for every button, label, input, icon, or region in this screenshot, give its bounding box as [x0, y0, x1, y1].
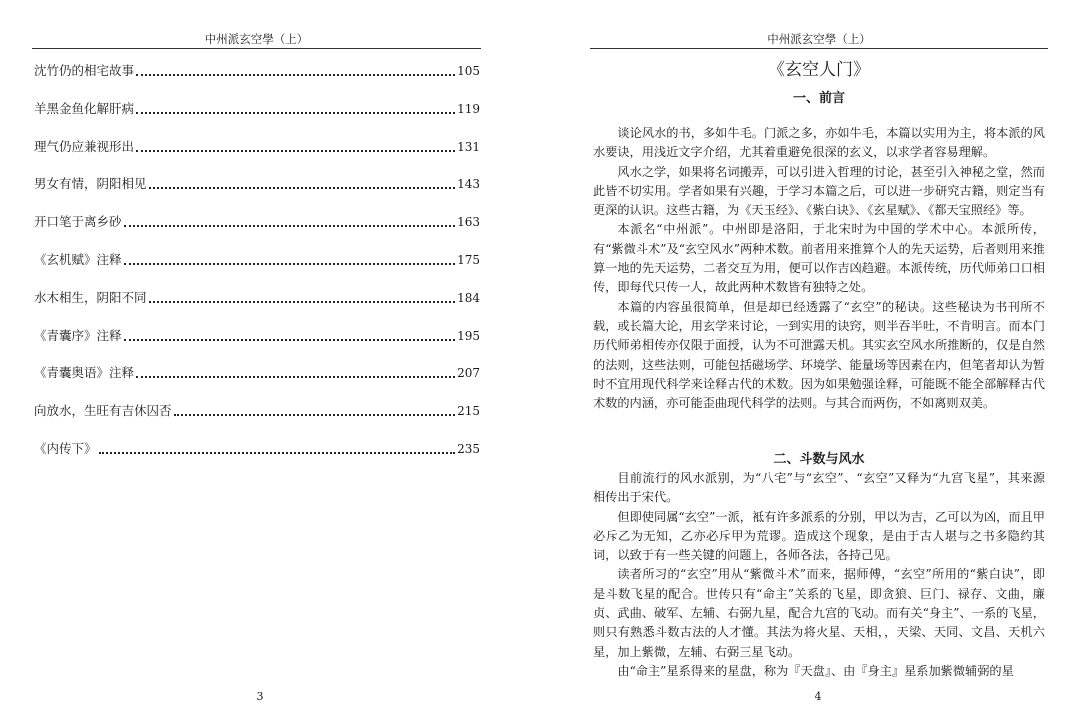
- section-body-doushu-fengshui: [593, 469, 1045, 681]
- toc-dot-leader: [136, 63, 455, 76]
- paragraph: 由“命主”星系得来的星盘，称为『天盘』、由『身主』星系加紫微辅弼的星: [617, 663, 1014, 678]
- toc-entry-title: 男女有情，阴阳相见: [34, 176, 147, 192]
- toc-entry[interactable]: [34, 175, 480, 213]
- toc-entry[interactable]: [34, 251, 480, 289]
- paragraph: 读者所习的“玄空”用从“紫微斗术”而来，据师傅，“玄空”所用的“紫白诀”，即是斗数飞星的配合。世传只有“命主”关系的飞星，即贪狼、巨门、禄存、文曲，廉贞、武曲、破军、左辅、右弼九星，配合九宫的飞动。而有关“身主”、一系的飞星，则只有熟悉斗数古法的人才懂。其法为将火星、天相，，天梁、天同、文昌、天机六星，加上紫微，左辅、右弼三星飞动。: [593, 567, 1045, 659]
- header-rule: [32, 48, 481, 49]
- toc-entry[interactable]: [34, 402, 480, 440]
- toc-entry-title: 水木相生，阴阳不同: [34, 289, 147, 305]
- toc-entry[interactable]: [34, 440, 480, 478]
- toc-entry[interactable]: [34, 327, 480, 365]
- toc-entry-title: 开口笔于离乡砂: [34, 214, 122, 230]
- section-heading-preface: 一、前言: [792, 91, 845, 106]
- toc-dot-leader: [136, 139, 455, 152]
- section-body-preface: [593, 124, 1045, 413]
- paragraph: 本派名“中州派”。中州即是洛阳，于北宋时为中国的学术中心。本派所传，有“紫微斗术”及“玄空风水”两种术数。前者用来推算个人的先天运势，后者则用来推算一地的先天运势，二者交互为用，便可以作吉凶趋避。本派传统，历代师弟口口相传，即每代只传一人，故此两种术数皆有独特之处。: [593, 222, 1045, 295]
- page-number: 4: [814, 690, 822, 703]
- page-number: 3: [256, 690, 264, 703]
- toc-entry-title: 《内传下》: [34, 440, 97, 456]
- toc-entry-page: 184: [457, 290, 480, 305]
- paragraph: 本篇的内容虽很简单，但是却已经透露了“玄空”的秘诀。这些秘诀为书刊所不载，或长篇大论，用玄学来讨论，一到实用的诀窍，则半吞半吐，不肯明言。而本门历代师弟相传亦仅限于面授，认为不可泄露天机。其实玄空风水所推断的，仅是自然的法则，这些法则，可能包括磁场学、环境学、能量场等因素在内，但笔者却认为暂时不宜用现代科学来诠释古代的术数。因为如果勉强诠释，可能既不能全部解释古代术数的内涵，亦可能歪曲现代科学的法则。与其合而两伤，不如离则双美。: [593, 299, 1045, 411]
- toc-dot-leader: [99, 441, 456, 454]
- toc-entry-page: 131: [457, 139, 480, 154]
- toc-entry-title: 《玄机赋》注释: [34, 251, 122, 267]
- running-head: 中州派玄空學（上）: [767, 32, 871, 46]
- toc-entry-page: 207: [457, 366, 480, 381]
- toc-dot-leader: [149, 176, 456, 189]
- right-page: [560, 0, 1078, 720]
- toc-entry[interactable]: [34, 100, 480, 138]
- toc-entry-title: 《青囊奥语》注释: [34, 365, 135, 381]
- toc-entry-page: 143: [457, 177, 480, 192]
- toc-entry-title: 向放水，生旺有吉休囚否: [34, 403, 172, 419]
- toc-entry-title: 《青囊序》注释: [34, 327, 122, 343]
- toc-entry[interactable]: [34, 213, 480, 251]
- table-of-contents: [34, 62, 480, 478]
- toc-entry-page: 163: [457, 215, 480, 230]
- toc-dot-leader: [136, 365, 455, 378]
- toc-dot-leader: [149, 290, 456, 303]
- toc-entry[interactable]: [34, 138, 480, 176]
- running-head: 中州派玄空學（上）: [204, 32, 309, 46]
- paragraph: 风水之学，如果将名词搬弄，可以引进入哲理的讨论，甚至引入神秘之堂，然而此皆不切实用。学者如果有兴趣，于学习本篇之后，可以进一步研究古籍，则定当有更深的认识。这些古籍，为《天玉经》、《紫白诀》、《玄星赋》、《都天宝照经》等。: [593, 164, 1045, 218]
- toc-entry[interactable]: [34, 62, 480, 100]
- paragraph: 目前流行的风水派别，为“八宅”与“玄空”、“玄空”又释为“九宫飞星”，其来源相传出于宋代。: [593, 471, 1045, 505]
- toc-entry-title: 羊黑金鱼化解肝病: [34, 100, 135, 116]
- toc-entry-page: 215: [457, 404, 480, 419]
- toc-entry-page: 119: [457, 101, 480, 116]
- toc-dot-leader: [124, 214, 456, 227]
- paragraph: 但即使同属“玄空”一派，袛有许多派系的分别，甲以为吉，乙可以为凶，而且甲必斥乙为无知，乙亦必斥甲为荒谬。造成这个现象，是由于古人堪与之书多隐约其词，以致于有一些关键的问题上，各师各法，各持己见。: [593, 509, 1045, 563]
- toc-dot-leader: [124, 328, 456, 341]
- toc-dot-leader: [124, 252, 456, 265]
- paragraph: 谈论风水的书，多如牛毛。门派之多，亦如牛毛，本篇以实用为主，将本派的风水要诀，用浅近文字介绍，尤其着重避免很深的玄义，以求学者容易理解。: [593, 126, 1045, 160]
- toc-entry-page: 105: [457, 64, 480, 78]
- toc-entry-page: 235: [457, 441, 480, 456]
- header-rule: [590, 48, 1048, 49]
- toc-entry-page: 195: [457, 328, 480, 343]
- toc-entry-page: 175: [457, 252, 480, 267]
- toc-dot-leader: [174, 403, 456, 416]
- toc-entry-title: 沈竹仍的相宅故事: [34, 63, 135, 78]
- chapter-title: 《玄空人门》: [768, 60, 870, 80]
- left-page: [0, 0, 520, 720]
- toc-entry[interactable]: [34, 364, 480, 402]
- section-heading-doushu-fengshui: 二、斗数与风水: [773, 452, 865, 467]
- toc-entry-title: 理气仍应兼视形出: [34, 138, 135, 154]
- toc-dot-leader: [136, 101, 455, 114]
- toc-entry[interactable]: [34, 289, 480, 327]
